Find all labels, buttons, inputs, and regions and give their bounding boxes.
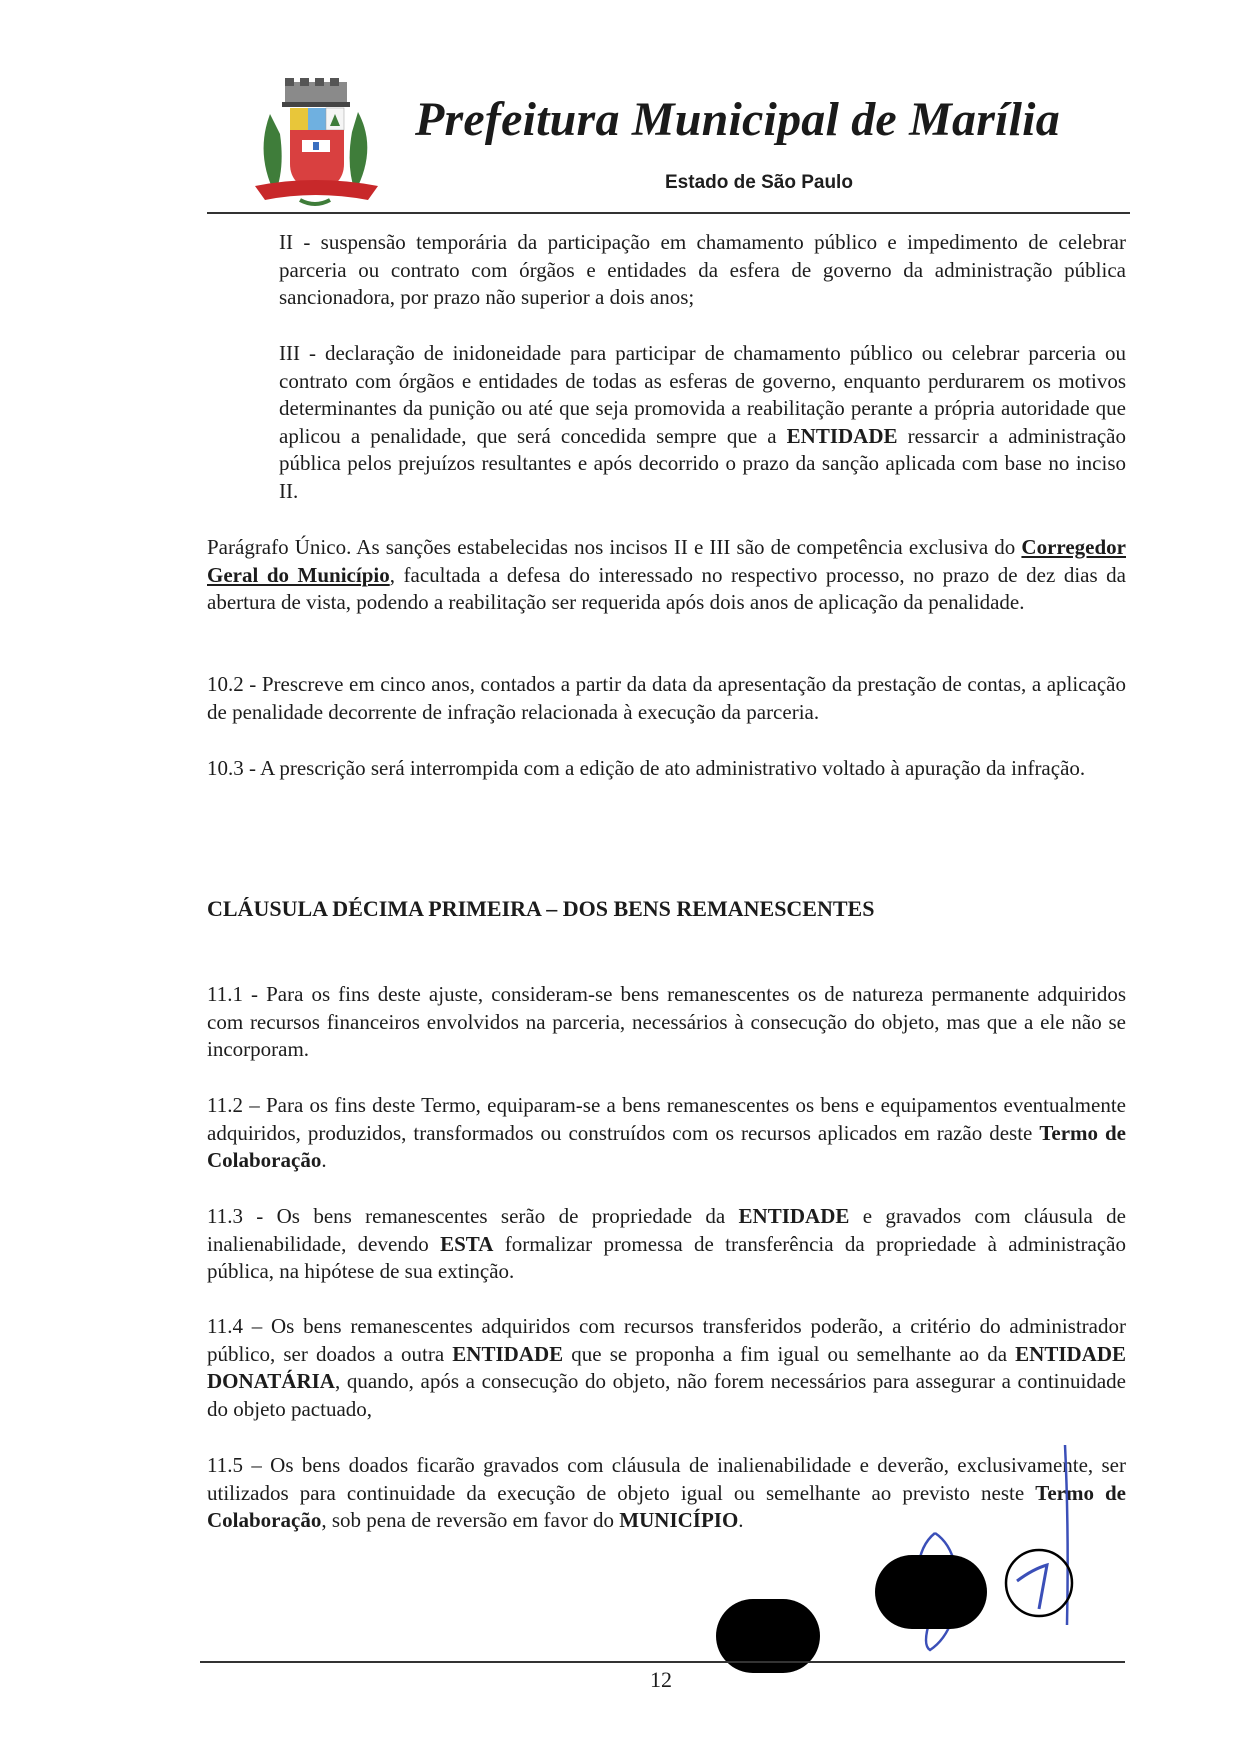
item-11-4: [207, 1313, 1126, 1423]
footer-divider: [200, 1661, 1125, 1663]
inciso-iii: [279, 340, 1126, 505]
entidade-bold: ENTIDADE: [786, 423, 898, 448]
inciso-ii-text: II - suspensão temporária da participação em chamamento público e impedimento de celebrar parceria ou contrato com órgãos e entidades da esfera de governo da administração pública sancionadora, por prazo não superior a dois anos;: [279, 230, 1126, 309]
item-11-2-end: .: [321, 1148, 327, 1172]
municipio-bold: MUNICÍPIO: [619, 1508, 739, 1532]
item-11-4-mid: que se proponha a fim igual ou semelhante ao da: [563, 1341, 1016, 1366]
paragrafo-unico-text-end: , facultada a defesa do interessado no respectivo processo, no prazo de dez dias da abertura de vista, podendo a reabilitação ser requerida após dois anos de aplicação da penalidade.: [207, 562, 1126, 614]
header-divider: [207, 212, 1130, 214]
paragrafo-unico-text: Parágrafo Único. As sanções estabelecidas nos incisos II e III são de competência exclusiva do: [207, 535, 1022, 559]
coat-of-arms-icon: [240, 74, 390, 214]
item-11-5-end: .: [738, 1508, 744, 1532]
state-subtitle: Estado de São Paulo: [665, 172, 853, 193]
redaction-block: [875, 1555, 987, 1629]
clause-heading: CLÁUSULA DÉCIMA PRIMEIRA – DOS BENS REMANESCENTES: [207, 896, 875, 921]
item-11-2-text: 11.2 – Para os fins deste Termo, equiparam-se a bens remanescentes os bens e equipamentos eventualmente adquiridos, produzidos, transformados ou construídos com os recursos aplicados em razão deste: [207, 1093, 1126, 1145]
entidade-donataria-bold: ENTIDADE DONATÁRIA: [207, 1341, 1126, 1393]
termo-bold: Termo de Colaboração: [207, 1120, 1126, 1172]
item-11-3-end: formalizar promessa de transferência da propriedade à administração pública, na hipótese de sua extinção.: [207, 1231, 1126, 1283]
termo-bold: Termo de Colaboração: [207, 1480, 1126, 1532]
item-11-2: [207, 1092, 1126, 1175]
esta-bold: ESTA: [440, 1231, 494, 1256]
paragrafo-unico: [207, 534, 1126, 617]
municipality-title: Prefeitura Municipal de Marília: [415, 93, 1060, 146]
entidade-bold: ENTIDADE: [452, 1341, 564, 1366]
item-10-2: [207, 671, 1126, 726]
item-10-3-text: 10.3 - A prescrição será interrompida com a edição de ato administrativo voltado à apuração da infração.: [207, 756, 1086, 780]
inciso-iii-text-end: ressarcir a administração pública pelos prejuízos resultantes e após decorrido o prazo da sanção aplicada com base no inciso II.: [279, 423, 1126, 503]
item-11-4-text: 11.4 – Os bens remanescentes adquiridos com recursos transferidos poderão, a critério do administrador público, ser doados a outra: [207, 1314, 1126, 1366]
item-11-5-text: 11.5 – Os bens doados ficarão gravados com cláusula de inalienabilidade e deverão, exclusivamente, ser utilizados para continuidade da execução de objeto igual ou semelhante ao previsto neste: [207, 1453, 1126, 1505]
item-10-2-text: 10.2 - Prescreve em cinco anos, contados a partir da data da apresentação da prestação de contas, a aplicação de penalidade decorrente de infração relacionada à execução da parceria.: [207, 672, 1126, 724]
item-11-3-mid: e gravados com cláusula de inalienabilidade, devendo: [207, 1204, 1126, 1256]
letterhead: [205, 62, 1130, 212]
item-11-1-text: 11.1 - Para os fins deste ajuste, consideram-se bens remanescentes os de natureza permanente adquiridos com recursos financeiros envolvidos na parceria, necessários à consecução do objeto, mas que a ele não se incorporam.: [207, 982, 1126, 1061]
item-11-3: [207, 1203, 1126, 1286]
item-11-3-text: 11.3 - Os bens remanescentes serão de propriedade da: [207, 1204, 739, 1228]
entidade-bold: ENTIDADE: [738, 1204, 850, 1228]
page-number: 12: [650, 1667, 672, 1692]
initial-stamp-icon: [1003, 1547, 1075, 1619]
item-10-3: [207, 755, 1126, 783]
item-11-4-end: , quando, após a consecução do objeto, não forem necessários para assegurar a continuidade do objeto pactuado,: [207, 1369, 1126, 1421]
item-11-5: [207, 1452, 1126, 1535]
corregedor-link: Corregedor Geral do Município: [207, 535, 1126, 587]
item-11-1: [207, 981, 1126, 1064]
inciso-ii: [279, 229, 1126, 312]
item-11-5-mid: , sob pena de reversão em favor do: [321, 1508, 620, 1532]
inciso-iii-text: III - declaração de inidoneidade para participar de chamamento público ou celebrar parceria ou contrato com órgãos e entidades de todas as esferas de governo, enquanto perdurarem os motivos determinantes da punição ou até que seja promovida a reabilitação perante a própria autoridade que aplicou a penalidade, que será concedida sempre que a: [279, 341, 1126, 448]
